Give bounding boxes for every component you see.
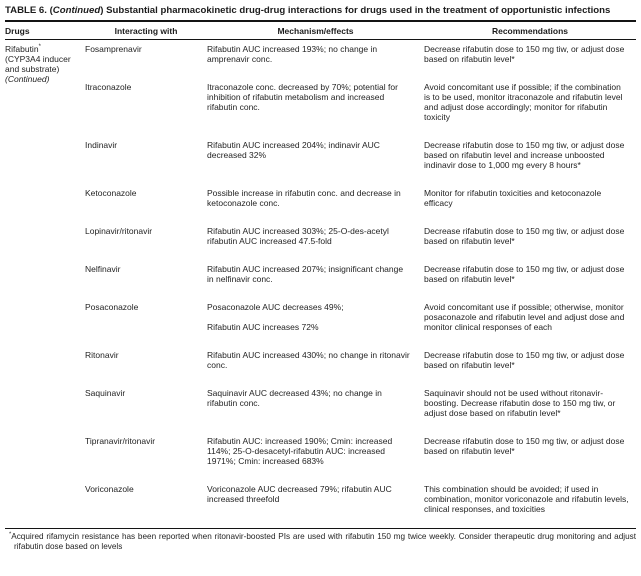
table-header-row bbox=[5, 22, 636, 39]
table-title-continued: Continued bbox=[52, 5, 101, 16]
recommendation: Avoid concomitant use if possible; otherwise, monitor posaconazole and rifabutin level and adjust dose and monitor clinical responses of each bbox=[424, 301, 625, 332]
recommendation: Decrease rifabutin dose to 150 mg tiw, or adjust dose based on rifabutin level* bbox=[424, 263, 625, 284]
drug-footnote-marker: * bbox=[38, 43, 41, 50]
mechanism-effects: Possible increase in rifabutin conc. and decrease in ketoconazole conc. bbox=[207, 187, 401, 208]
recommendation: Decrease rifabutin dose to 150 mg tiw, or adjust dose based on rifabutin level* bbox=[424, 349, 625, 370]
footnote-text: Acquired rifamycin resistance has been reported when ritonavir-boosted PIs are used with rifabutin 150 mg twice weekly. Consider therapeutic drug monitoring and adjust rifabutin dose based on levels bbox=[11, 531, 636, 551]
header-rule bbox=[5, 39, 636, 40]
interacting-drug: Voriconazole bbox=[85, 483, 134, 494]
mechanism-effects: Saquinavir AUC decreased 43%; no change in rifabutin conc. bbox=[207, 387, 382, 408]
recommendation: Avoid concomitant use if possible; if the combination is to be used, monitor itraconazole and rifabutin level and adjust dose accordingly; monitor for rifabutin toxicity bbox=[424, 81, 623, 122]
interacting-drug: Ritonavir bbox=[85, 349, 119, 360]
table-title bbox=[5, 5, 636, 17]
interacting-drug: Tipranavir/ritonavir bbox=[85, 435, 156, 446]
interacting-drug: Lopinavir/ritonavir bbox=[85, 225, 153, 236]
interacting-drug: Ketoconazole bbox=[85, 187, 137, 198]
interacting-drug: Itraconazole bbox=[85, 81, 132, 92]
recommendation: Decrease rifabutin dose to 150 mg tiw, or adjust dose based on rifabutin level* bbox=[424, 225, 625, 246]
mechanism-paragraph-2: Rifabutin AUC increases 72% bbox=[207, 321, 319, 332]
mechanism-effects: Rifabutin AUC increased 303%; 25-O-des-acetyl rifabutin AUC increased 47.5-fold bbox=[207, 225, 389, 246]
interacting-drug: Fosamprenavir bbox=[85, 43, 142, 54]
mechanism-effects: Rifabutin AUC increased 193%; no change in amprenavir conc. bbox=[207, 43, 378, 64]
bottom-rule bbox=[5, 528, 636, 529]
mechanism-effects bbox=[207, 302, 424, 332]
mechanism-effects: Rifabutin AUC increased 207%; insignificant change in nelfinavir conc. bbox=[207, 263, 404, 284]
column-header-drugs: Drugs bbox=[5, 25, 30, 36]
drug-name: Rifabutin* bbox=[5, 43, 41, 54]
column-header-recommendations: Recommendations bbox=[491, 25, 569, 36]
recommendation: Decrease rifabutin dose to 150 mg tiw, or adjust dose based on rifabutin level and increase unboosted indinavir dose to 1,000 mg every 8 hours* bbox=[424, 139, 625, 170]
drug-group-cell bbox=[5, 44, 85, 514]
interacting-drug: Indinavir bbox=[85, 139, 118, 150]
interacting-drug: Nelfinavir bbox=[85, 263, 121, 274]
column-header-mechanism-effects: Mechanism/effects bbox=[277, 25, 354, 36]
table-title-text: ) Substantial pharmacokinetic drug-drug interactions for drugs used in the treatment of opportunistic infections bbox=[100, 5, 611, 16]
mechanism-effects: Voriconazole AUC decreased 79%; rifabutin AUC increased threefold bbox=[207, 483, 392, 504]
mechanism-effects: Itraconazole conc. decreased by 70%; potential for inhibition of rifabutin metabolism and increased rifabutin conc. bbox=[207, 81, 398, 112]
drug-continued-note: (Continued) bbox=[5, 73, 50, 84]
mechanism-effects: Rifabutin AUC: increased 190%; Cmin: increased 114%; 25-O-desacetyl-rifabutin AUC: increased 1971%; Cmin: increased 683% bbox=[207, 435, 393, 466]
recommendation: Monitor for rifabutin toxicities and ketoconazole efficacy bbox=[424, 187, 602, 208]
mechanism-paragraph-1: Posaconazole AUC decreases 49%; bbox=[207, 301, 344, 312]
table-body bbox=[5, 44, 636, 514]
footnote bbox=[5, 532, 636, 552]
recommendation: Decrease rifabutin dose to 150 mg tiw, or adjust dose based on rifabutin level* bbox=[424, 435, 625, 456]
interacting-drug: Posaconazole bbox=[85, 301, 139, 312]
recommendation: This combination should be avoided; if used in combination, monitor voriconazole and rifabutin levels, clinical responses, and toxicities bbox=[424, 483, 629, 514]
mechanism-effects: Rifabutin AUC increased 204%; indinavir AUC decreased 32% bbox=[207, 139, 380, 160]
recommendation: Saquinavir should not be used without ritonavir-boosting. Decrease rifabutin dose to 150 mg tiw, or adjust dose based on rifabutin level* bbox=[424, 387, 616, 418]
column-header-interacting-with: Interacting with bbox=[114, 25, 178, 36]
interacting-drug: Saquinavir bbox=[85, 387, 126, 398]
drug-class-note: (CYP3A4 inducer and substrate) bbox=[5, 53, 71, 74]
recommendation: Decrease rifabutin dose to 150 mg tiw, or adjust dose based on rifabutin level* bbox=[424, 43, 625, 64]
footnote-marker: * bbox=[9, 530, 12, 537]
table-title-prefix: TABLE 6. ( bbox=[5, 5, 53, 16]
mechanism-effects: Rifabutin AUC increased 430%; no change in ritonavir conc. bbox=[207, 349, 410, 370]
